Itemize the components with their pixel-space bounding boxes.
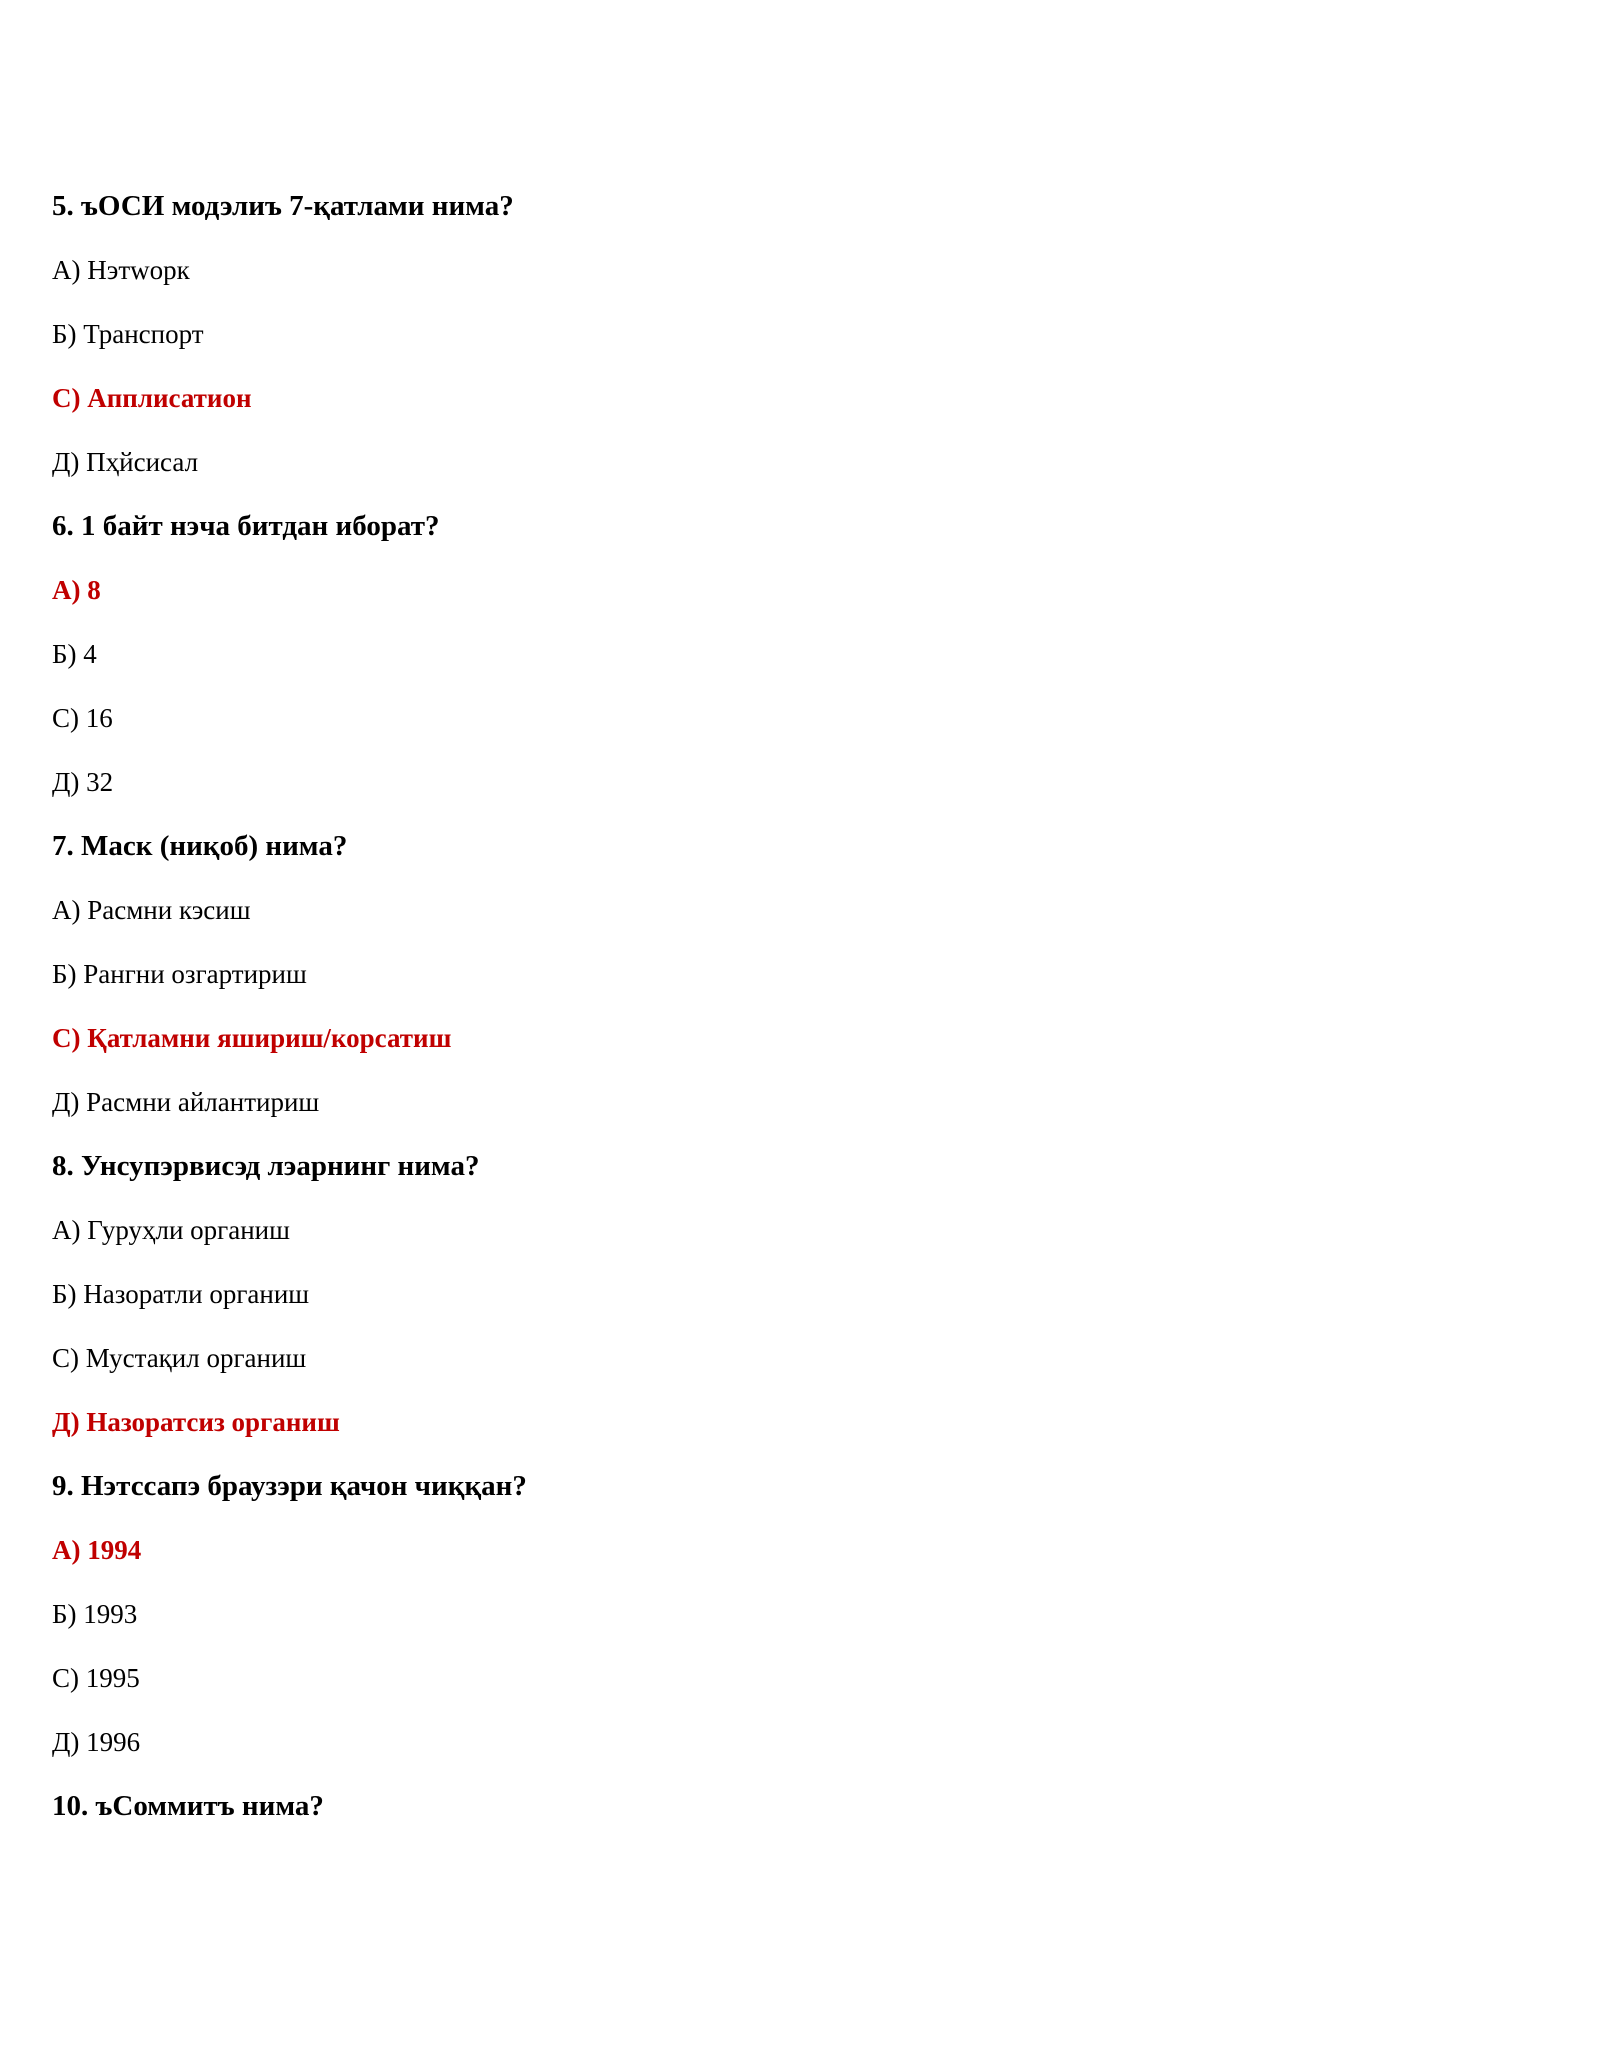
answer-option: Б) 4 [52,639,97,669]
question-title: 5. ъОСИ модэлиъ 7-қатлами нима? [52,190,514,222]
question-9 [52,1470,1552,1758]
question-5 [52,190,1552,478]
answer-option: A) Гуруҳли органиш [52,1215,290,1245]
answer-option: Б) Транспорт [52,319,204,349]
question-6 [52,510,1552,798]
answer-option: C) 16 [52,703,113,733]
answer-option: C) Мустақил органиш [52,1343,307,1373]
question-title: 10. ъСоммитъ нима? [52,1790,324,1822]
answer-option: Д) 1996 [52,1727,141,1757]
question-title: 9. Нэтссапэ браузэри қачон чиққан? [52,1470,527,1502]
question-7 [52,830,1552,1118]
answer-option: A) Расмни кэсиш [52,895,251,925]
answer-option: A) Нэтwорк [52,255,190,285]
answer-option: Д) Пҳйсисал [52,447,199,477]
answer-option: C) 1995 [52,1663,140,1693]
question-10 [52,1790,1552,1822]
correct-answer-option: C) Қатламни яшириш/корсатиш [52,1023,452,1053]
question-8 [52,1150,1552,1438]
correct-answer-option: A) 8 [52,575,101,605]
answer-option: Б) Назоратли органиш [52,1279,310,1309]
question-title: 8. Унсупэрвисэд лэарнинг нима? [52,1150,480,1182]
answer-option: Д) Расмни айлантириш [52,1087,320,1117]
answer-option: Д) 32 [52,767,114,797]
correct-answer-option: Д) Назоратсиз органиш [52,1407,340,1437]
question-title: 7. Маск (ниқоб) нима? [52,830,348,862]
correct-answer-option: C) Апплисатион [52,383,252,413]
question-title: 6. 1 байт нэча битдан иборат? [52,510,440,542]
answer-option: Б) Рангни озгартириш [52,959,307,989]
correct-answer-option: A) 1994 [52,1535,142,1565]
answer-option: Б) 1993 [52,1599,138,1629]
quiz-page [52,190,1552,1854]
